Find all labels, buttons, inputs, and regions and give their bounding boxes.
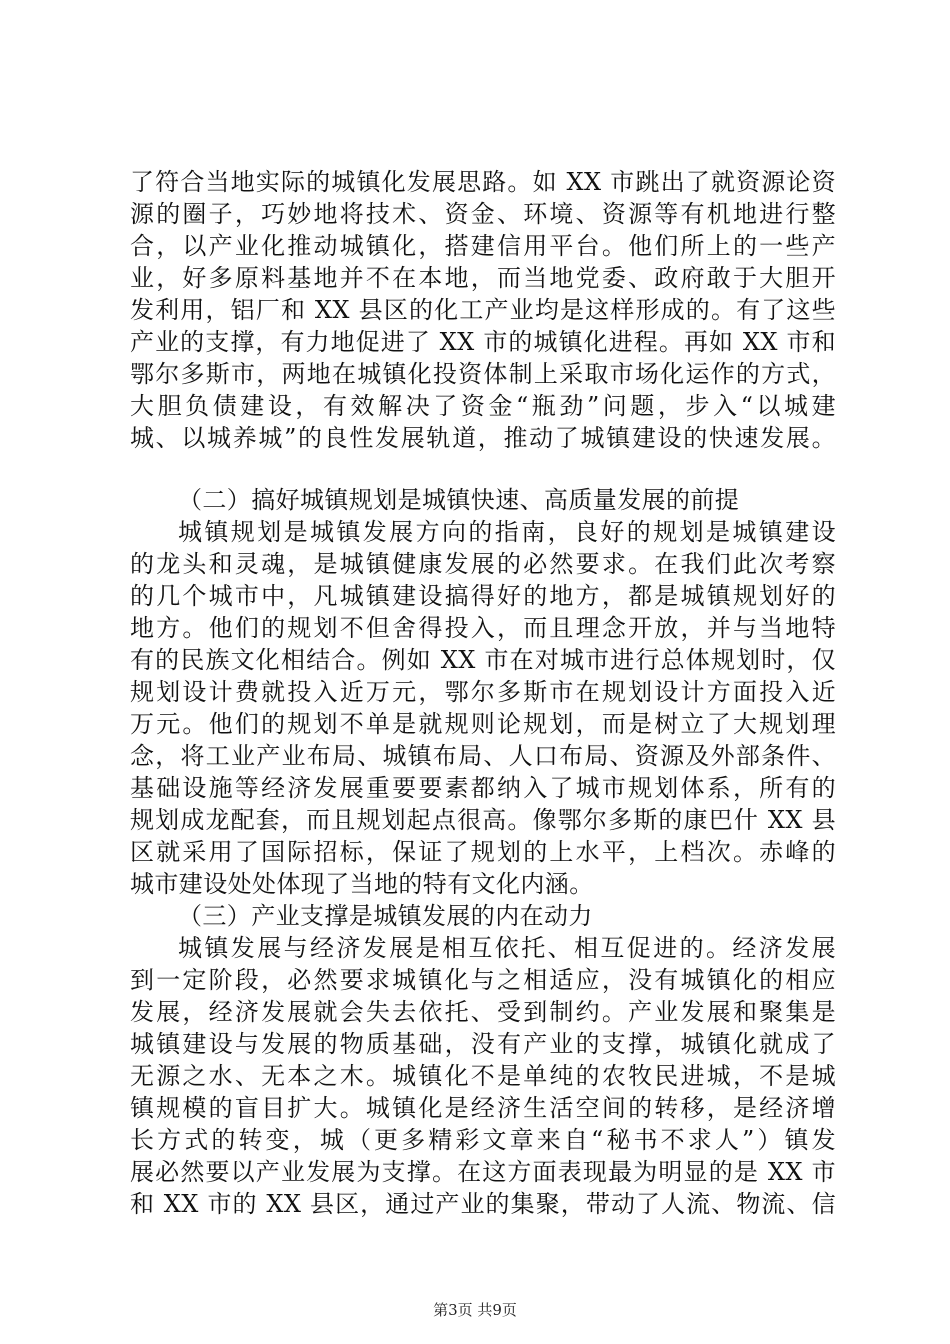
text-line: 的几个城市中，凡城镇建设搞得好的地方，都是城镇规划好的 — [130, 582, 836, 610]
page-footer — [0, 1300, 950, 1320]
text-line: 规划设计费就投入近万元，鄂尔多斯市在规划设计方面投入近 — [130, 678, 836, 706]
text-line: 大胆负债建设，有效解决了资金“瓶劲”问题，步入“以城建 — [130, 392, 836, 420]
paragraph-1 — [130, 166, 836, 454]
text-line: 城镇规划是城镇发展方向的指南，良好的规划是城镇建设 — [178, 518, 836, 546]
paragraph-3 — [130, 932, 836, 1220]
document-body — [130, 166, 836, 1220]
text-line: 到一定阶段，必然要求城镇化与之相适应，没有城镇化的相应 — [130, 966, 836, 994]
text-line: 发展，经济发展就会失去依托、受到制约。产业发展和聚集是 — [130, 998, 836, 1026]
text-line: 有的民族文化相结合。例如 XX 市在对城市进行总体规划时，仅 — [130, 646, 836, 674]
text-line: 念，将工业产业布局、城镇布局、人口布局、资源及外部条件、 — [130, 742, 836, 770]
text-line: 展必然要以产业发展为支撑。在这方面表现最为明显的是 XX 市 — [130, 1158, 836, 1186]
text-line: 城镇发展与经济发展是相互依托、相互促进的。经济发展 — [178, 934, 836, 962]
text-line: 鄂尔多斯市，两地在城镇化投资体制上采取市场化运作的方式， — [130, 360, 836, 388]
text-line: 发利用，铝厂和 XX 县区的化工产业均是这样形成的。有了这些 — [130, 296, 836, 324]
text-line: 万元。他们的规划不单是就规则论规划，而是树立了大规划理 — [130, 710, 836, 738]
page-number: 第3页 共9页 — [433, 1301, 517, 1319]
text-line: 无源之水、无本之木。城镇化不是单纯的农牧民进城，不是城 — [130, 1062, 836, 1090]
text-line: 业，好多原料基地并不在本地，而当地党委、政府敢于大胆开 — [130, 264, 836, 292]
section-heading-2: （二）搞好城镇规划是城镇快速、高质量发展的前提 — [178, 486, 740, 514]
text-line: 产业的支撑，有力地促进了 XX 市的城镇化进程。再如 XX 市和 — [130, 328, 836, 356]
text-line: 规划成龙配套，而且规划起点很高。像鄂尔多斯的康巴什 XX 县 — [130, 806, 836, 834]
text-line: 城市建设处处体现了当地的特有文化内涵。 — [130, 870, 594, 898]
text-line: 城、以城养城”的良性发展轨道，推动了城镇建设的快速发展。 — [130, 424, 836, 452]
text-line: 区就采用了国际招标，保证了规划的上水平，上档次。赤峰的 — [130, 838, 836, 866]
text-line: 城镇建设与发展的物质基础，没有产业的支撑，城镇化就成了 — [130, 1030, 836, 1058]
text-line: 地方。他们的规划不但舍得投入，而且理念开放，并与当地特 — [130, 614, 836, 642]
text-line: 和 XX 市的 XX 县区，通过产业的集聚，带动了人流、物流、信 — [130, 1190, 836, 1218]
text-line: 了符合当地实际的城镇化发展思路。如 XX 市跳出了就资源论资 — [130, 168, 836, 196]
text-line: 的龙头和灵魂，是城镇健康发展的必然要求。在我们此次考察 — [130, 550, 836, 578]
text-line: 合，以产业化推动城镇化，搭建信用平台。他们所上的一些产 — [130, 232, 836, 260]
paragraph-gap — [130, 454, 836, 484]
text-line: 源的圈子，巧妙地将技术、资金、环境、资源等有机地进行整 — [130, 200, 836, 228]
paragraph-2 — [130, 516, 836, 900]
text-line: 基础设施等经济发展重要要素都纳入了城市规划体系，所有的 — [130, 774, 836, 802]
text-line: 长方式的转变，城（更多精彩文章来自“秘书不求人”）镇发 — [130, 1126, 836, 1154]
text-line: 镇规模的盲目扩大。城镇化是经济生活空间的转移，是经济增 — [130, 1094, 836, 1122]
section-heading-3: （三）产业支撑是城镇发展的内在动力 — [178, 902, 593, 930]
